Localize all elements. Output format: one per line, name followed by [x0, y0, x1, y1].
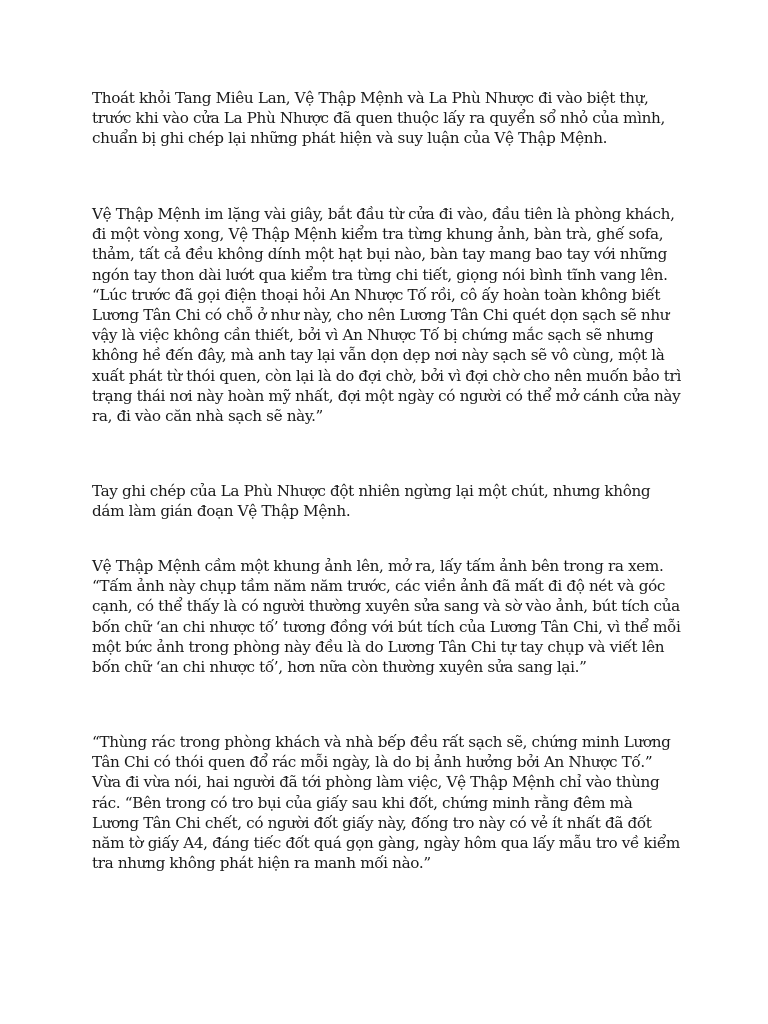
paragraph-4: Vệ Thập Mệnh cầm một khung ảnh lên, mở ra, lấy tấm ảnh bên trong ra xem. “Tấm ảnh này chụp tầm năm năm trước, các viền ảnh đã mất đi độ nét và góc cạnh, có thể thấy là có người thường xuyên sửa sang và sờ vào ảnh, bút tích của bốn chữ ‘an chi nhược tố’ tương đồng với bút tích của Lương Tân Chi, vì thể mỗi một bức ảnh trong phòng này đều là do Lương Tân Chi tự tay chụp và viết lên bốn chữ ‘an chi nhược tố’, hơn nữa còn thường xuyên sửa sang lại.”	[92, 557, 681, 677]
paragraph-1: Thoát khỏi Tang Miêu Lan, Vệ Thập Mệnh và La Phù Nhược đi vào biệt thự, trước khi vào cửa La Phù Nhược đã quen thuộc lấy ra quyển sổ nhỏ của mình, chuẩn bị ghi chép lại những phát hiện và suy luận của Vệ Thập Mệnh.	[92, 89, 665, 148]
paragraph-3: Tay ghi chép của La Phù Nhược đột nhiên ngừng lại một chút, nhưng không dám làm gián đoạn Vệ Thập Mệnh.	[92, 482, 651, 521]
paragraph-2: Vệ Thập Mệnh im lặng vài giây, bắt đầu từ cửa đi vào, đầu tiên là phòng khách, đi một vòng xong, Vệ Thập Mệnh kiểm tra từng khung ảnh, bàn trà, ghế sofa, thảm, tất cả đều không dính một hạt bụi nào, bàn tay mang bao tay với những ngón tay thon dài lướt qua kiểm tra từng chi tiết, giọng nói bình tĩnh vang lên. “Lúc trước đã gọi điện thoại hỏi An Nhược Tố rồi, cô ấy hoàn toàn không biết Lương Tân Chi có chỗ ở như này, cho nên Lương Tân Chi quét dọn sạch sẽ như vậy là việc không cần thiết, bởi vì An Nhược Tố bị chứng mắc sạch sẽ nhưng không hề đến đây, mà anh tay lại vẫn dọn dẹp nơi này sạch sẽ vô cùng, một là xuất phát từ thói quen, còn lại là do đợi chờ, bởi vì đợi chờ cho nên muốn bảo trì trạng thái nơi này hoàn mỹ nhất, đợi một ngày có người có thể mở cánh cửa này ra, đi vào căn nhà sạch sẽ này.”	[92, 205, 681, 426]
paragraph-5: “Thùng rác trong phòng khách và nhà bếp đều rất sạch sẽ, chứng minh Lương Tân Chi có thói quen đổ rác mỗi ngày, là do bị ảnh hưởng bởi An Nhược Tố.” Vừa đi vừa nói, hai người đã tới phòng làm việc, Vệ Thập Mệnh chỉ vào thùng rác. “Bên trong có tro bụi của giấy sau khi đốt, chứng minh rằng đêm mà Lương Tân Chi chết, có người đốt giấy này, đống tro này có vẻ ít nhất đã đốt năm tờ giấy A4, đáng tiếc đốt quá gọn gàng, ngày hôm qua lấy mẫu tro về kiểm tra nhưng không phát hiện ra manh mối nào.”	[92, 733, 680, 873]
